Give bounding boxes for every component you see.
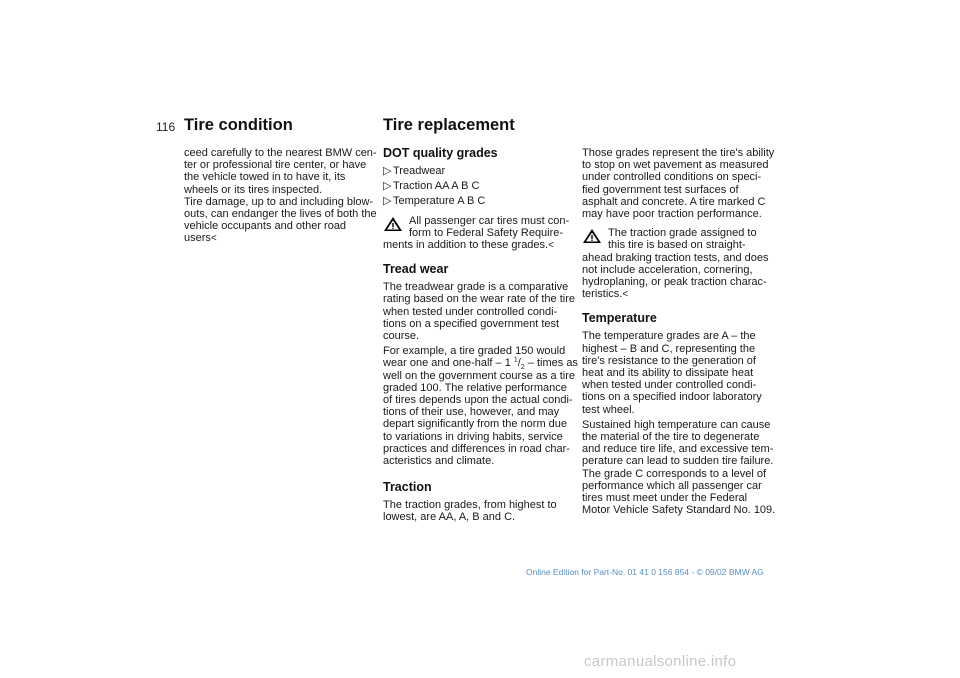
list-item-text: Treadwear: [393, 165, 446, 177]
text-line: tions of their use, however, and may: [383, 406, 560, 419]
section-title-tire-replacement: Tire replacement: [383, 116, 515, 134]
list-item-text: Temperature A B C: [393, 195, 486, 208]
text-fragment: users: [184, 232, 211, 245]
heading-temperature: Temperature: [582, 311, 657, 326]
text-fragment: wear one and one-half – 1: [383, 357, 514, 370]
fraction-denominator: 2: [520, 364, 525, 372]
list-item: [383, 195, 579, 207]
warning-note: [383, 215, 579, 253]
text-line: For example, a tire graded 150 would: [383, 345, 566, 358]
fraction-numerator: 1: [513, 356, 518, 364]
text-line: lowest, are AA, A, B and C.: [383, 511, 516, 524]
column-1: [184, 147, 380, 246]
end-mark: <: [210, 233, 217, 245]
text-line: tions on a specified indoor laboratory: [582, 391, 762, 404]
text-line: heat and its ability to dissipate heat: [582, 367, 754, 380]
text-line: to variations in driving habits, service: [383, 430, 563, 443]
text-line: when tested under controlled condi-: [383, 305, 558, 318]
text-line: well on the government course as a tire: [383, 369, 575, 382]
text-line: course.: [383, 330, 420, 343]
heading-traction: Traction: [383, 480, 432, 495]
paragraph: [383, 345, 579, 467]
paragraph: [582, 147, 782, 220]
text-line: ahead braking traction tests, and does: [582, 251, 769, 264]
column-2: [383, 146, 579, 527]
text-line: Sustained high temperature can cause: [582, 418, 771, 431]
text-line: test wheel.: [582, 403, 635, 416]
page-number: 116: [156, 120, 176, 134]
text-line: when tested under controlled condi-: [582, 379, 757, 392]
warning-triangle-icon: [582, 228, 602, 244]
text-line: [383, 239, 579, 252]
text-line: practices and differences in road char-: [383, 442, 570, 455]
text-line: fied government test surfaces of: [582, 183, 739, 196]
warning-note: [582, 227, 782, 301]
section-title-tire-condition: Tire condition: [184, 116, 293, 134]
text-line: ter or professional tire center, or have: [184, 159, 367, 172]
text-line: tions on a specified government test: [383, 317, 560, 330]
text-line: The grade C corresponds to a level of: [582, 467, 767, 480]
heading-dot-quality-grades: DOT quality grades: [383, 146, 498, 160]
paragraph: [582, 419, 782, 517]
text-line: the material of the tire to degenerate: [582, 431, 760, 444]
list-item-text: Traction AA A B C: [393, 180, 480, 193]
text-line: Tire damage, up to and including blow-: [184, 195, 374, 208]
text-line: rating based on the wear rate of the tire: [383, 293, 576, 306]
text-line: this tire is based on straight-: [608, 239, 746, 252]
paragraph: [582, 330, 782, 415]
text-line: The traction grades, from highest to: [383, 499, 557, 512]
bullet-mark: ▷: [383, 165, 392, 177]
text-line: perature can lead to sudden tire failure.: [582, 455, 774, 468]
bullet-mark: ▷: [383, 195, 392, 208]
text-line: may have poor traction performance.: [582, 208, 762, 221]
text-line: Motor Vehicle Safety Standard No. 109.: [582, 504, 776, 517]
text-line: acteristics and climate.: [383, 455, 495, 468]
text-line: of tires depends upon the actual condi-: [383, 394, 573, 407]
text-line: not include acceleration, cornering,: [582, 263, 753, 276]
text-line: vehicle occupants and other road: [184, 220, 347, 233]
text-fragment: teristics.: [582, 288, 623, 301]
bullet-mark: ▷: [383, 180, 392, 193]
text-line: The traction grade assigned to: [608, 227, 757, 240]
fraction-slash: /: [517, 357, 521, 370]
text-fragment: ments in addition to these grades.: [383, 239, 549, 252]
text-fragment: – times as: [524, 357, 578, 370]
text-line: The temperature grades are A – the: [582, 330, 756, 343]
text-line: hydroplaning, or peak traction charac-: [582, 276, 767, 289]
text-line: tire's resistance to the generation of: [582, 354, 756, 367]
text-line: tires must meet under the Federal: [582, 492, 748, 505]
text-line: and reduce tire life, and excessive tem-: [582, 443, 774, 456]
text-line: Those grades represent the tire's ability: [582, 147, 775, 159]
text-line: ceed carefully to the nearest BMW cen-: [184, 147, 377, 159]
text-line: [184, 232, 380, 245]
end-mark: <: [548, 240, 554, 252]
text-line: depart significantly from the norm due: [383, 418, 568, 431]
text-line: wheels or its tires inspected.: [184, 183, 323, 196]
text-line: [383, 356, 579, 372]
text-line: highest – B and C, representing the: [582, 342, 756, 355]
footer-edition-link[interactable]: Online Edition for Part-No. 01 41 0 156 854 - © 09/02 BMW AG: [526, 567, 764, 577]
text-line: outs, can endanger the lives of both the: [184, 208, 377, 221]
text-line: form to Federal Safety Require-: [409, 226, 564, 239]
paragraph: [383, 281, 579, 342]
end-mark: <: [622, 289, 629, 301]
text-line: under controlled conditions on speci-: [582, 171, 762, 184]
paragraph: [383, 499, 579, 523]
text-line: The treadwear grade is a comparative: [383, 281, 569, 294]
list-item: [383, 180, 579, 192]
heading-tread-wear: Tread wear: [383, 262, 449, 277]
text-line: graded 100. The relative performance: [383, 381, 567, 394]
watermark: carmanualsonline.info: [584, 653, 737, 670]
text-line: to stop on wet pavement as measured: [582, 159, 769, 172]
warning-triangle-icon: [383, 216, 403, 232]
text-line: [582, 288, 782, 301]
text-line: asphalt and concrete. A tire marked C: [582, 195, 766, 208]
column-3: [582, 147, 782, 519]
text-line: the vehicle towed in to have it, its: [184, 171, 346, 184]
list-item: [383, 165, 579, 177]
text-line: performance which all passenger car: [582, 479, 762, 492]
text-line: All passenger car tires must con-: [409, 214, 570, 227]
